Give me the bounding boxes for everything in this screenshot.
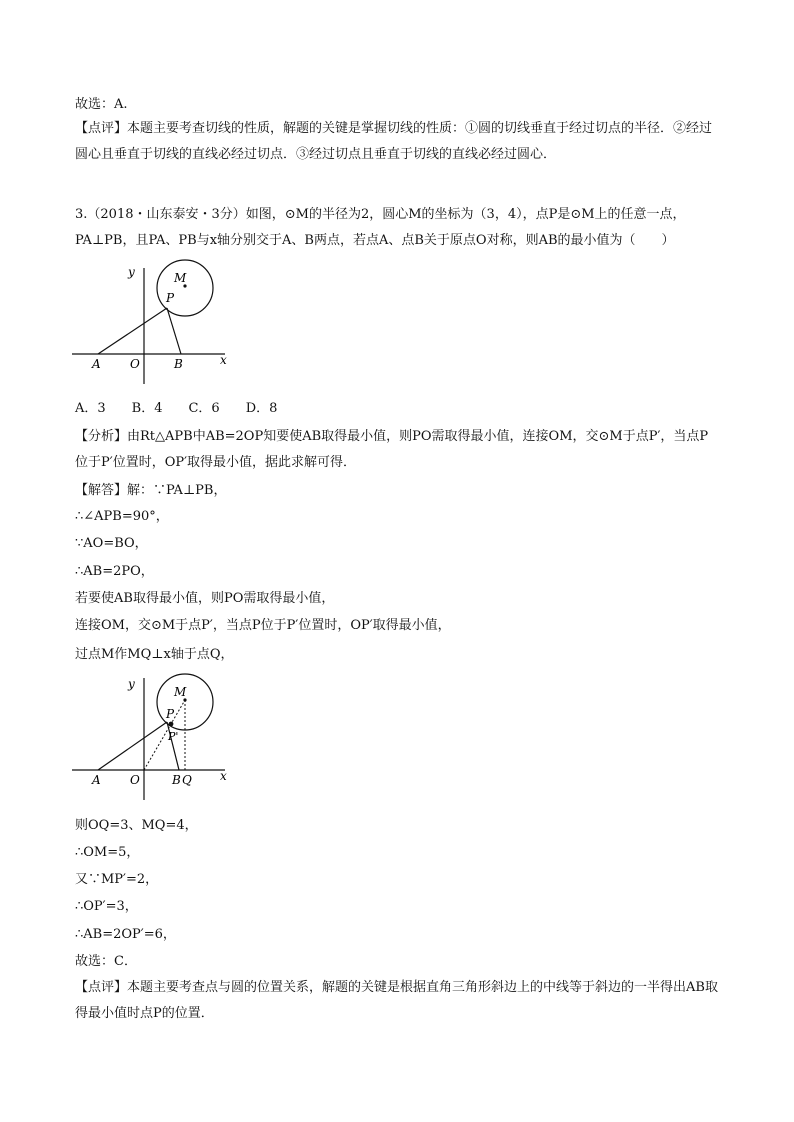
label-a: A xyxy=(92,773,101,787)
label-p-prime: P' xyxy=(168,730,179,743)
label-m: M xyxy=(174,685,187,699)
label-y: y xyxy=(128,677,135,691)
segment-pa xyxy=(98,722,167,770)
step-line-5: ∴AB=2OP′=6， xyxy=(75,927,176,942)
comment-final: 【点评】本题主要考查点与圆的位置关系，解题的关键是根据直角三角形斜边上的中线等于斜边的一半得出AB取得最小值时点P的位置． xyxy=(75,980,718,1021)
solution-line-2: ∴∠APB=90°， xyxy=(75,509,169,524)
figure-1 xyxy=(70,258,240,388)
label-x: x xyxy=(220,353,227,367)
step-line-6: 故选：C． xyxy=(75,954,137,969)
step-line-3: 又∵MP′=2， xyxy=(75,872,159,887)
step-line-1: 则OQ=3、MQ=4， xyxy=(75,818,198,833)
step-line-4: ∴OP′=3， xyxy=(75,899,138,914)
point-p-prime-dot xyxy=(169,722,174,727)
label-o: O xyxy=(130,773,140,787)
step-line-2: ∴OM=5， xyxy=(75,845,140,860)
comment-prev: 【点评】本题主要考查切线的性质，解题的关键是掌握切线的性质：①圆的切线垂直于经过切点的半径．②经过圆心且垂直于切线的直线必经过切点．③经过切点且垂直于切线的直线必经过圆心． xyxy=(75,121,713,162)
answer-line-prev: 故选：A. xyxy=(75,97,128,112)
circle-m xyxy=(157,260,213,316)
solution-line-3: ∵AO=BO， xyxy=(75,536,148,551)
dashed-om xyxy=(144,700,185,770)
solution-line-1: 【解答】解：∵PA⊥PB， xyxy=(75,483,227,498)
label-q: Q xyxy=(182,773,192,787)
question-options: A．3 B．4 C．6 D．8 xyxy=(75,401,278,416)
label-p: P xyxy=(166,291,175,305)
label-o: O xyxy=(130,357,140,371)
solution-line-5: 若要使AB取得最小值，则PO需取得最小值， xyxy=(75,591,335,606)
label-y: y xyxy=(128,265,135,279)
label-a: A xyxy=(92,357,101,371)
question-text: 3.（2018・山东泰安・3分）如图，⊙M的半径为2，圆心M的坐标为（3，4），点P是⊙M上的任意一点，PA⊥PB，且PA、PB与x轴分别交于A、B两点，若点A、点B关于原点O对称，则AB的最小值为（ ） xyxy=(75,207,686,248)
figure-2 xyxy=(70,668,240,804)
analysis-text: 【分析】由Rt△APB中AB=2OP知要使AB取得最小值，则PO需取得最小值，连接OM，交⊙M于点P′，当点P位于P′位置时，OP′取得最小值，据此求解可得． xyxy=(75,429,709,470)
segment-pa xyxy=(98,308,167,354)
label-m: M xyxy=(174,271,187,285)
label-x: x xyxy=(220,769,227,783)
label-p: P xyxy=(166,707,175,721)
label-b: B xyxy=(174,357,183,371)
solution-line-7: 过点M作MQ⊥x轴于点Q， xyxy=(75,647,234,662)
label-b: B xyxy=(172,773,181,787)
solution-line-4: ∴AB=2PO， xyxy=(75,564,154,579)
solution-line-6: 连接OM，交⊙M于点P′，当点P位于P′位置时，OP′取得最小值， xyxy=(75,618,451,633)
